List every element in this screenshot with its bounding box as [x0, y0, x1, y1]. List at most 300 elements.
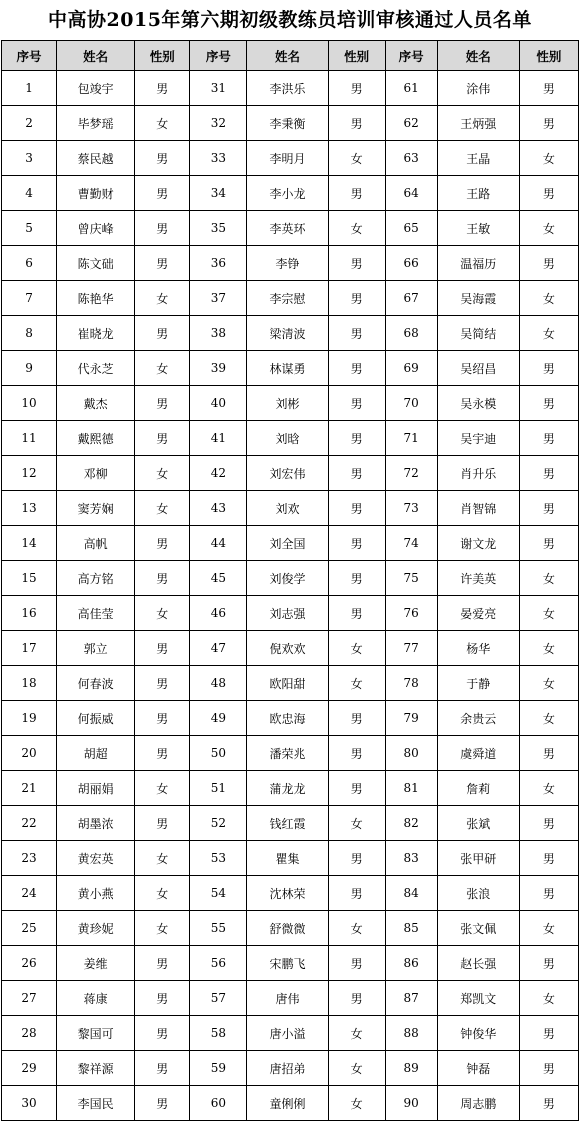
- cell-gender: 女: [135, 911, 190, 946]
- cell-name: 王敏: [437, 211, 519, 246]
- cell-number: 32: [190, 106, 247, 141]
- cell-gender: 女: [328, 911, 385, 946]
- roster-table: [1, 40, 579, 1121]
- cell-number: 42: [190, 456, 247, 491]
- cell-name: 吴宇迪: [437, 421, 519, 456]
- cell-gender: 男: [135, 1016, 190, 1051]
- cell-gender: 男: [328, 421, 385, 456]
- cell-name: 陈艳华: [57, 281, 135, 316]
- cell-number: 13: [2, 491, 57, 526]
- cell-name: 李明月: [247, 141, 328, 176]
- cell-name: 高帆: [57, 526, 135, 561]
- cell-name: 高方铭: [57, 561, 135, 596]
- cell-number: 51: [190, 771, 247, 806]
- cell-number: 7: [2, 281, 57, 316]
- cell-gender: 男: [328, 316, 385, 351]
- cell-name: 欧忠海: [247, 701, 328, 736]
- cell-name: 瞿集: [247, 841, 328, 876]
- cell-number: 45: [190, 561, 247, 596]
- cell-gender: 男: [328, 736, 385, 771]
- cell-gender: 男: [519, 351, 578, 386]
- table-row: [2, 246, 579, 281]
- cell-name: 蔡民越: [57, 141, 135, 176]
- cell-name: 毕梦瑶: [57, 106, 135, 141]
- cell-number: 61: [385, 71, 437, 106]
- cell-gender: 男: [519, 491, 578, 526]
- cell-gender: 男: [519, 1051, 578, 1086]
- cell-number: 16: [2, 596, 57, 631]
- table-row: [2, 211, 579, 246]
- cell-gender: 男: [135, 666, 190, 701]
- cell-gender: 男: [519, 1016, 578, 1051]
- cell-name: 梁清波: [247, 316, 328, 351]
- cell-number: 17: [2, 631, 57, 666]
- cell-name: 涂伟: [437, 71, 519, 106]
- cell-name: 黄宏英: [57, 841, 135, 876]
- cell-gender: 男: [135, 246, 190, 281]
- header-no: 序号: [2, 41, 57, 71]
- cell-gender: 男: [519, 1086, 578, 1121]
- cell-name: 曹勤财: [57, 176, 135, 211]
- cell-number: 22: [2, 806, 57, 841]
- table-row: [2, 561, 579, 596]
- cell-number: 55: [190, 911, 247, 946]
- cell-gender: 男: [135, 386, 190, 421]
- cell-gender: 女: [135, 281, 190, 316]
- cell-number: 64: [385, 176, 437, 211]
- cell-name: 姜维: [57, 946, 135, 981]
- cell-gender: 女: [519, 981, 578, 1016]
- table-row: [2, 631, 579, 666]
- cell-gender: 男: [135, 71, 190, 106]
- cell-gender: 女: [519, 316, 578, 351]
- table-row: [2, 1016, 579, 1051]
- cell-gender: 男: [519, 736, 578, 771]
- cell-gender: 男: [328, 106, 385, 141]
- cell-number: 34: [190, 176, 247, 211]
- cell-number: 11: [2, 421, 57, 456]
- cell-number: 71: [385, 421, 437, 456]
- cell-number: 60: [190, 1086, 247, 1121]
- cell-gender: 女: [328, 141, 385, 176]
- cell-name: 钱红霞: [247, 806, 328, 841]
- cell-name: 杨华: [437, 631, 519, 666]
- cell-name: 张斌: [437, 806, 519, 841]
- cell-name: 舒微微: [247, 911, 328, 946]
- cell-name: 许美英: [437, 561, 519, 596]
- cell-gender: 女: [519, 561, 578, 596]
- cell-name: 刘彬: [247, 386, 328, 421]
- cell-number: 21: [2, 771, 57, 806]
- cell-gender: 男: [519, 946, 578, 981]
- cell-name: 李小龙: [247, 176, 328, 211]
- cell-number: 29: [2, 1051, 57, 1086]
- cell-name: 张浪: [437, 876, 519, 911]
- cell-name: 虞舜道: [437, 736, 519, 771]
- cell-number: 54: [190, 876, 247, 911]
- cell-gender: 男: [135, 736, 190, 771]
- cell-gender: 男: [519, 386, 578, 421]
- cell-number: 74: [385, 526, 437, 561]
- cell-gender: 男: [519, 526, 578, 561]
- cell-number: 5: [2, 211, 57, 246]
- cell-gender: 女: [328, 806, 385, 841]
- cell-number: 35: [190, 211, 247, 246]
- cell-number: 18: [2, 666, 57, 701]
- cell-number: 43: [190, 491, 247, 526]
- cell-number: 78: [385, 666, 437, 701]
- cell-number: 52: [190, 806, 247, 841]
- cell-number: 82: [385, 806, 437, 841]
- cell-name: 童俐俐: [247, 1086, 328, 1121]
- header-gender: 性别: [328, 41, 385, 71]
- cell-name: 钟磊: [437, 1051, 519, 1086]
- cell-gender: 男: [328, 281, 385, 316]
- table-row: [2, 841, 579, 876]
- cell-gender: 男: [519, 246, 578, 281]
- cell-gender: 女: [328, 666, 385, 701]
- cell-number: 37: [190, 281, 247, 316]
- cell-name: 邓柳: [57, 456, 135, 491]
- cell-name: 余贵云: [437, 701, 519, 736]
- cell-number: 63: [385, 141, 437, 176]
- cell-name: 王路: [437, 176, 519, 211]
- table-row: [2, 981, 579, 1016]
- cell-number: 3: [2, 141, 57, 176]
- cell-name: 赵长强: [437, 946, 519, 981]
- cell-number: 89: [385, 1051, 437, 1086]
- table-row: [2, 771, 579, 806]
- cell-gender: 男: [135, 981, 190, 1016]
- cell-gender: 女: [519, 771, 578, 806]
- cell-gender: 男: [135, 316, 190, 351]
- cell-name: 刘全国: [247, 526, 328, 561]
- cell-number: 36: [190, 246, 247, 281]
- cell-name: 曾庆峰: [57, 211, 135, 246]
- cell-gender: 女: [519, 596, 578, 631]
- cell-gender: 男: [328, 876, 385, 911]
- cell-gender: 男: [328, 701, 385, 736]
- cell-name: 刘晗: [247, 421, 328, 456]
- cell-number: 50: [190, 736, 247, 771]
- table-body: [2, 71, 579, 1121]
- cell-name: 潘荣兆: [247, 736, 328, 771]
- cell-gender: 男: [328, 841, 385, 876]
- table-row: [2, 1086, 579, 1121]
- header-row: [2, 41, 579, 71]
- cell-name: 刘志强: [247, 596, 328, 631]
- table-row: [2, 386, 579, 421]
- cell-number: 2: [2, 106, 57, 141]
- table-row: [2, 946, 579, 981]
- cell-name: 倪欢欢: [247, 631, 328, 666]
- cell-number: 40: [190, 386, 247, 421]
- cell-gender: 男: [135, 946, 190, 981]
- cell-number: 72: [385, 456, 437, 491]
- table-row: [2, 911, 579, 946]
- cell-name: 李英环: [247, 211, 328, 246]
- cell-gender: 男: [135, 561, 190, 596]
- cell-gender: 女: [519, 666, 578, 701]
- cell-name: 唐伟: [247, 981, 328, 1016]
- cell-name: 张甲研: [437, 841, 519, 876]
- cell-gender: 女: [519, 141, 578, 176]
- table-row: [2, 281, 579, 316]
- cell-name: 高佳莹: [57, 596, 135, 631]
- cell-name: 戴熙德: [57, 421, 135, 456]
- cell-gender: 女: [135, 596, 190, 631]
- cell-number: 86: [385, 946, 437, 981]
- table-row: [2, 1051, 579, 1086]
- cell-number: 39: [190, 351, 247, 386]
- cell-name: 王炳强: [437, 106, 519, 141]
- cell-name: 胡丽娟: [57, 771, 135, 806]
- cell-gender: 男: [135, 1051, 190, 1086]
- cell-number: 6: [2, 246, 57, 281]
- cell-number: 70: [385, 386, 437, 421]
- cell-gender: 女: [519, 631, 578, 666]
- cell-name: 于静: [437, 666, 519, 701]
- cell-gender: 女: [135, 841, 190, 876]
- header-name: 姓名: [57, 41, 135, 71]
- header-gender: 性别: [519, 41, 578, 71]
- cell-gender: 男: [328, 526, 385, 561]
- cell-name: 刘欢: [247, 491, 328, 526]
- cell-name: 胡超: [57, 736, 135, 771]
- cell-name: 包竣宇: [57, 71, 135, 106]
- cell-number: 10: [2, 386, 57, 421]
- cell-gender: 女: [519, 211, 578, 246]
- cell-number: 27: [2, 981, 57, 1016]
- cell-gender: 男: [135, 526, 190, 561]
- table-row: [2, 456, 579, 491]
- cell-name: 吴海霞: [437, 281, 519, 316]
- cell-gender: 男: [519, 876, 578, 911]
- cell-number: 24: [2, 876, 57, 911]
- cell-gender: 女: [135, 106, 190, 141]
- cell-number: 87: [385, 981, 437, 1016]
- table-row: [2, 351, 579, 386]
- cell-gender: 男: [328, 246, 385, 281]
- cell-number: 62: [385, 106, 437, 141]
- cell-number: 48: [190, 666, 247, 701]
- cell-gender: 男: [328, 456, 385, 491]
- cell-gender: 男: [328, 351, 385, 386]
- cell-gender: 男: [135, 141, 190, 176]
- cell-gender: 男: [328, 596, 385, 631]
- table-row: [2, 421, 579, 456]
- cell-number: 44: [190, 526, 247, 561]
- cell-number: 46: [190, 596, 247, 631]
- cell-gender: 女: [519, 701, 578, 736]
- table-row: [2, 876, 579, 911]
- cell-name: 戴杰: [57, 386, 135, 421]
- cell-name: 黄小燕: [57, 876, 135, 911]
- cell-gender: 男: [135, 421, 190, 456]
- cell-name: 黄珍妮: [57, 911, 135, 946]
- cell-name: 张文佩: [437, 911, 519, 946]
- header-no: 序号: [190, 41, 247, 71]
- cell-name: 谢文龙: [437, 526, 519, 561]
- cell-gender: 男: [328, 491, 385, 526]
- cell-gender: 男: [328, 771, 385, 806]
- cell-number: 47: [190, 631, 247, 666]
- cell-gender: 男: [328, 981, 385, 1016]
- cell-name: 郭立: [57, 631, 135, 666]
- cell-gender: 男: [328, 71, 385, 106]
- cell-name: 温福历: [437, 246, 519, 281]
- cell-number: 31: [190, 71, 247, 106]
- cell-number: 75: [385, 561, 437, 596]
- cell-number: 58: [190, 1016, 247, 1051]
- cell-gender: 男: [135, 701, 190, 736]
- cell-gender: 女: [328, 1086, 385, 1121]
- cell-gender: 女: [135, 771, 190, 806]
- table-header: [2, 41, 579, 71]
- cell-number: 1: [2, 71, 57, 106]
- cell-number: 12: [2, 456, 57, 491]
- cell-gender: 男: [519, 421, 578, 456]
- cell-gender: 男: [519, 841, 578, 876]
- table-row: [2, 666, 579, 701]
- table-row: [2, 141, 579, 176]
- table-row: [2, 736, 579, 771]
- cell-name: 肖升乐: [437, 456, 519, 491]
- cell-name: 唐招弟: [247, 1051, 328, 1086]
- cell-gender: 男: [519, 176, 578, 211]
- cell-number: 73: [385, 491, 437, 526]
- cell-name: 唐小溢: [247, 1016, 328, 1051]
- cell-name: 吴简结: [437, 316, 519, 351]
- cell-name: 李国民: [57, 1086, 135, 1121]
- cell-name: 刘俊学: [247, 561, 328, 596]
- cell-number: 84: [385, 876, 437, 911]
- table-row: [2, 596, 579, 631]
- cell-gender: 男: [519, 106, 578, 141]
- cell-name: 代永芝: [57, 351, 135, 386]
- cell-name: 林谋勇: [247, 351, 328, 386]
- cell-number: 90: [385, 1086, 437, 1121]
- cell-number: 76: [385, 596, 437, 631]
- cell-name: 窦芳娴: [57, 491, 135, 526]
- cell-name: 蒲龙龙: [247, 771, 328, 806]
- cell-name: 刘宏伟: [247, 456, 328, 491]
- cell-gender: 男: [328, 946, 385, 981]
- table-row: [2, 526, 579, 561]
- cell-number: 66: [385, 246, 437, 281]
- cell-name: 何春波: [57, 666, 135, 701]
- cell-number: 14: [2, 526, 57, 561]
- cell-gender: 男: [135, 806, 190, 841]
- cell-name: 欧阳甜: [247, 666, 328, 701]
- cell-number: 77: [385, 631, 437, 666]
- cell-number: 80: [385, 736, 437, 771]
- cell-number: 56: [190, 946, 247, 981]
- cell-name: 黎国可: [57, 1016, 135, 1051]
- cell-name: 肖智锦: [437, 491, 519, 526]
- cell-name: 晏爱亮: [437, 596, 519, 631]
- cell-name: 宋鹏飞: [247, 946, 328, 981]
- cell-number: 59: [190, 1051, 247, 1086]
- cell-gender: 女: [135, 876, 190, 911]
- cell-number: 68: [385, 316, 437, 351]
- cell-number: 81: [385, 771, 437, 806]
- header-gender: 性别: [135, 41, 190, 71]
- cell-number: 26: [2, 946, 57, 981]
- cell-name: 郑凯文: [437, 981, 519, 1016]
- cell-number: 15: [2, 561, 57, 596]
- cell-name: 钟俊华: [437, 1016, 519, 1051]
- table-row: [2, 806, 579, 841]
- cell-gender: 女: [519, 911, 578, 946]
- cell-gender: 男: [328, 176, 385, 211]
- cell-number: 19: [2, 701, 57, 736]
- cell-gender: 男: [135, 631, 190, 666]
- cell-number: 49: [190, 701, 247, 736]
- cell-gender: 女: [328, 1016, 385, 1051]
- cell-name: 黎祥源: [57, 1051, 135, 1086]
- cell-gender: 女: [135, 456, 190, 491]
- cell-number: 83: [385, 841, 437, 876]
- cell-number: 9: [2, 351, 57, 386]
- cell-gender: 男: [135, 176, 190, 211]
- header-name: 姓名: [437, 41, 519, 71]
- cell-gender: 女: [328, 631, 385, 666]
- cell-name: 崔晓龙: [57, 316, 135, 351]
- cell-name: 李宗慰: [247, 281, 328, 316]
- header-name: 姓名: [247, 41, 328, 71]
- cell-gender: 女: [328, 211, 385, 246]
- table-row: [2, 71, 579, 106]
- cell-number: 41: [190, 421, 247, 456]
- cell-number: 33: [190, 141, 247, 176]
- cell-name: 李洪乐: [247, 71, 328, 106]
- cell-number: 79: [385, 701, 437, 736]
- cell-gender: 女: [328, 1051, 385, 1086]
- cell-number: 69: [385, 351, 437, 386]
- cell-name: 蒋康: [57, 981, 135, 1016]
- cell-name: 王晶: [437, 141, 519, 176]
- table-row: [2, 106, 579, 141]
- table-row: [2, 176, 579, 211]
- cell-gender: 女: [135, 351, 190, 386]
- cell-number: 28: [2, 1016, 57, 1051]
- cell-gender: 男: [135, 211, 190, 246]
- table-row: [2, 491, 579, 526]
- cell-number: 85: [385, 911, 437, 946]
- cell-name: 吴绍昌: [437, 351, 519, 386]
- cell-gender: 男: [135, 1086, 190, 1121]
- cell-name: 詹莉: [437, 771, 519, 806]
- cell-gender: 男: [328, 561, 385, 596]
- cell-name: 李铮: [247, 246, 328, 281]
- cell-number: 88: [385, 1016, 437, 1051]
- cell-number: 25: [2, 911, 57, 946]
- cell-name: 沈林荣: [247, 876, 328, 911]
- cell-number: 4: [2, 176, 57, 211]
- cell-number: 8: [2, 316, 57, 351]
- cell-gender: 男: [519, 456, 578, 491]
- cell-name: 何振威: [57, 701, 135, 736]
- cell-name: 陈文础: [57, 246, 135, 281]
- cell-gender: 男: [519, 806, 578, 841]
- header-no: 序号: [385, 41, 437, 71]
- cell-name: 周志鹏: [437, 1086, 519, 1121]
- cell-name: 李秉衡: [247, 106, 328, 141]
- cell-number: 23: [2, 841, 57, 876]
- cell-gender: 女: [519, 281, 578, 316]
- cell-number: 57: [190, 981, 247, 1016]
